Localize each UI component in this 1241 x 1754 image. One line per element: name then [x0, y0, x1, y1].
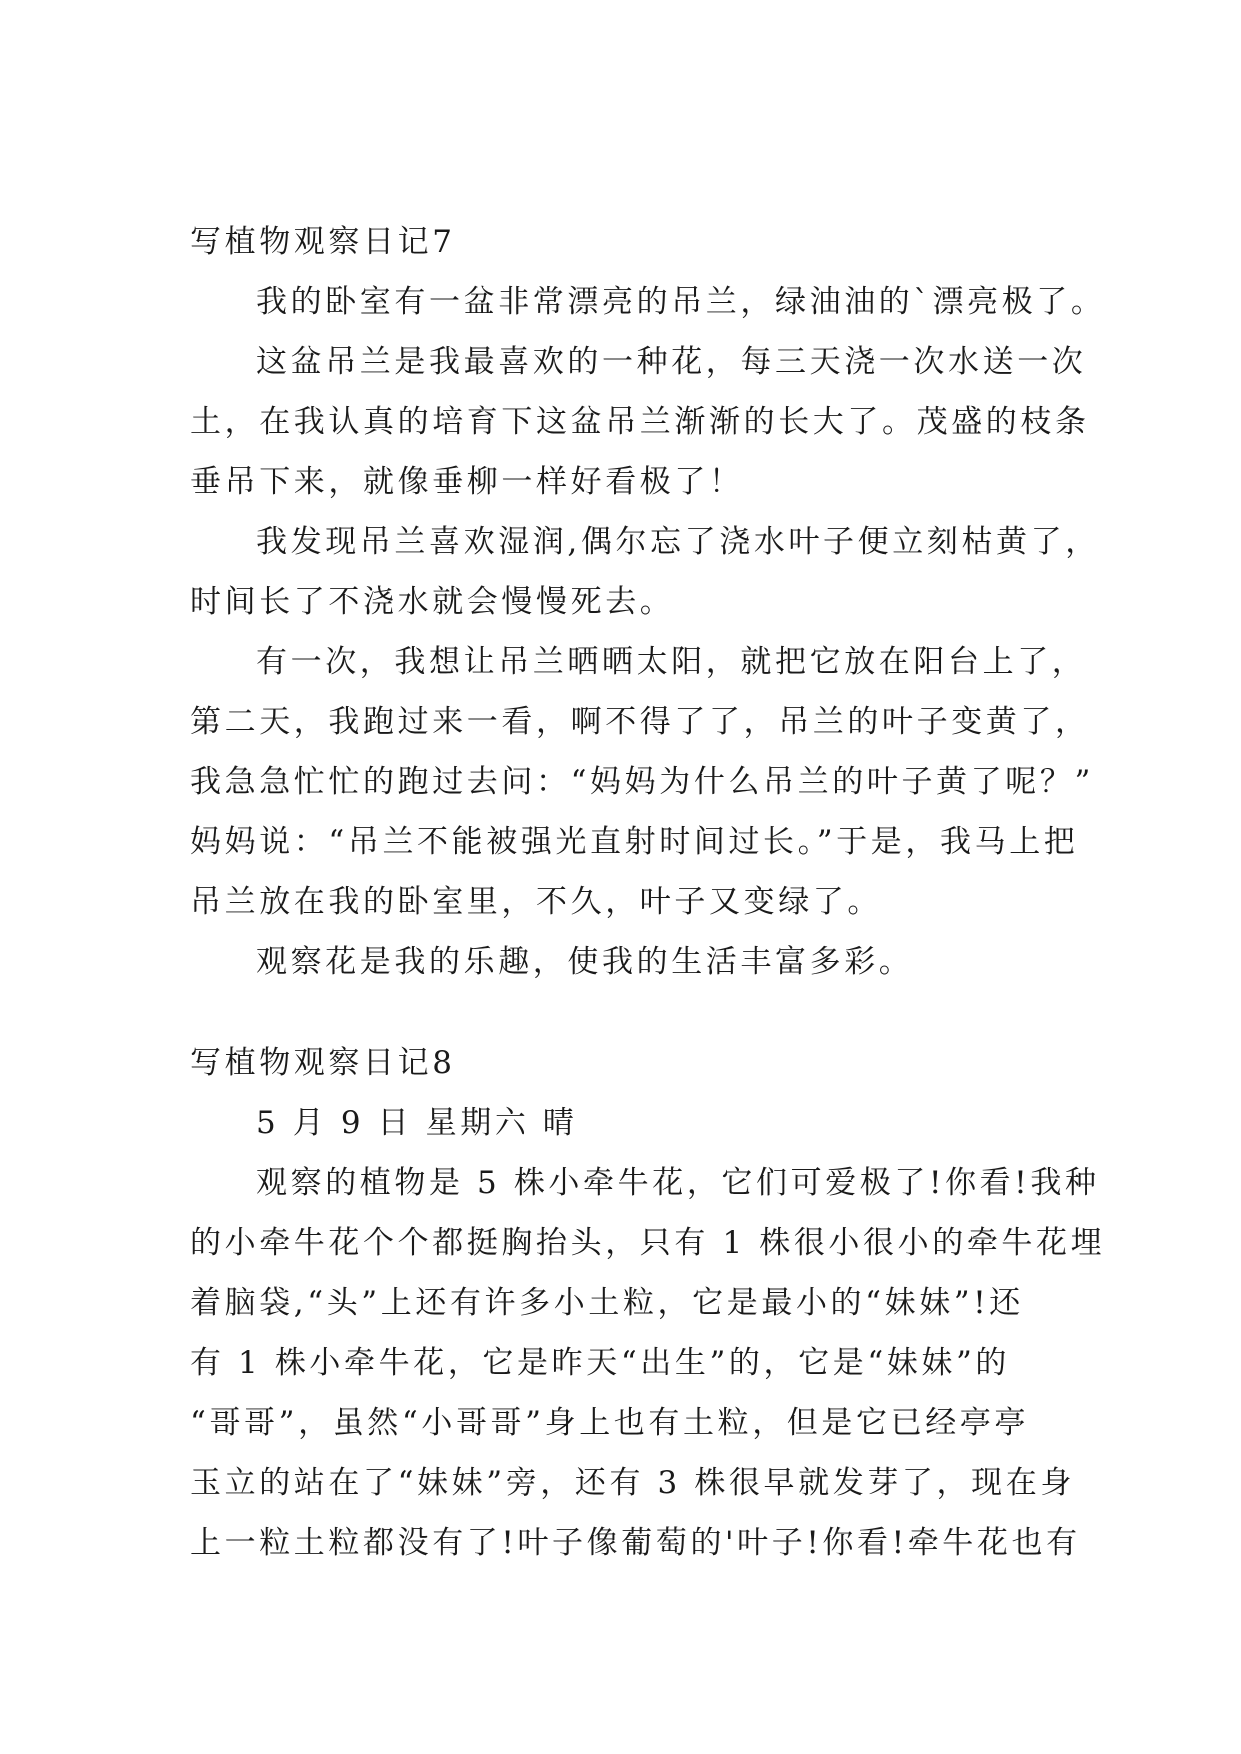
paragraph-line: 我的卧室有一盆非常漂亮的吊兰，绿油油的`漂亮极了。	[256, 284, 1106, 320]
paragraph-line: 有一次，我想让吊兰晒晒太阳，就把它放在阳台上了，	[256, 644, 1087, 680]
section-title: 写植物观察日记7	[190, 224, 456, 260]
paragraph-line: 土，在我认真的培育下这盆吊兰渐渐的长大了。茂盛的枝条	[190, 404, 1090, 440]
paragraph-line: 有 1 株小牵牛花，它是昨天“出生”的，它是“妹妹”的	[190, 1345, 1011, 1381]
paragraph-line: 观察的植物是 5 株小牵牛花，它们可爱极了!你看!我种	[256, 1165, 1100, 1201]
paragraph-line: 的小牵牛花个个都挺胸抬头，只有 1 株很小很小的牵牛花埋	[190, 1225, 1106, 1261]
paragraph-line: 吊兰放在我的卧室里，不久，叶子又变绿了。	[190, 884, 882, 920]
date-line: 5 月 9 日 星期六 晴	[256, 1105, 578, 1141]
paragraph-line: 上一粒土粒都没有了!叶子像葡萄的'叶子!你看!牵牛花也有	[190, 1525, 1081, 1561]
paragraph-line: 垂吊下来，就像垂柳一样好看极了！	[190, 464, 744, 500]
paragraph-line: 我急急忙忙的跑过去问：“妈妈为什么吊兰的叶子黄了呢？”	[190, 764, 1094, 800]
paragraph-line: 着脑袋,“头”上还有许多小土粒，它是最小的“妹妹”!还	[190, 1285, 1024, 1321]
paragraph-line: 这盆吊兰是我最喜欢的一种花，每三天浇一次水送一次	[256, 344, 1087, 380]
paragraph-line: 玉立的站在了“妹妹”旁，还有 3 株很早就发芽了，现在身	[190, 1465, 1075, 1501]
paragraph-line: 时间长了不浇水就会慢慢死去。	[190, 584, 675, 620]
paragraph-line: 第二天，我跑过来一看，啊不得了了，吊兰的叶子变黄了，	[190, 704, 1090, 740]
paragraph-line: “哥哥”，虽然“小哥哥”身上也有土粒，但是它已经亭亭	[190, 1405, 1029, 1441]
section-title: 写植物观察日记8	[190, 1045, 456, 1081]
paragraph-line: 我发现吊兰喜欢湿润,偶尔忘了浇水叶子便立刻枯黄了，	[256, 524, 1100, 560]
paragraph-line: 妈妈说：“吊兰不能被强光直射时间过长。”于是，我马上把	[190, 824, 1079, 860]
paragraph-line: 观察花是我的乐趣，使我的生活丰富多彩。	[256, 944, 914, 980]
